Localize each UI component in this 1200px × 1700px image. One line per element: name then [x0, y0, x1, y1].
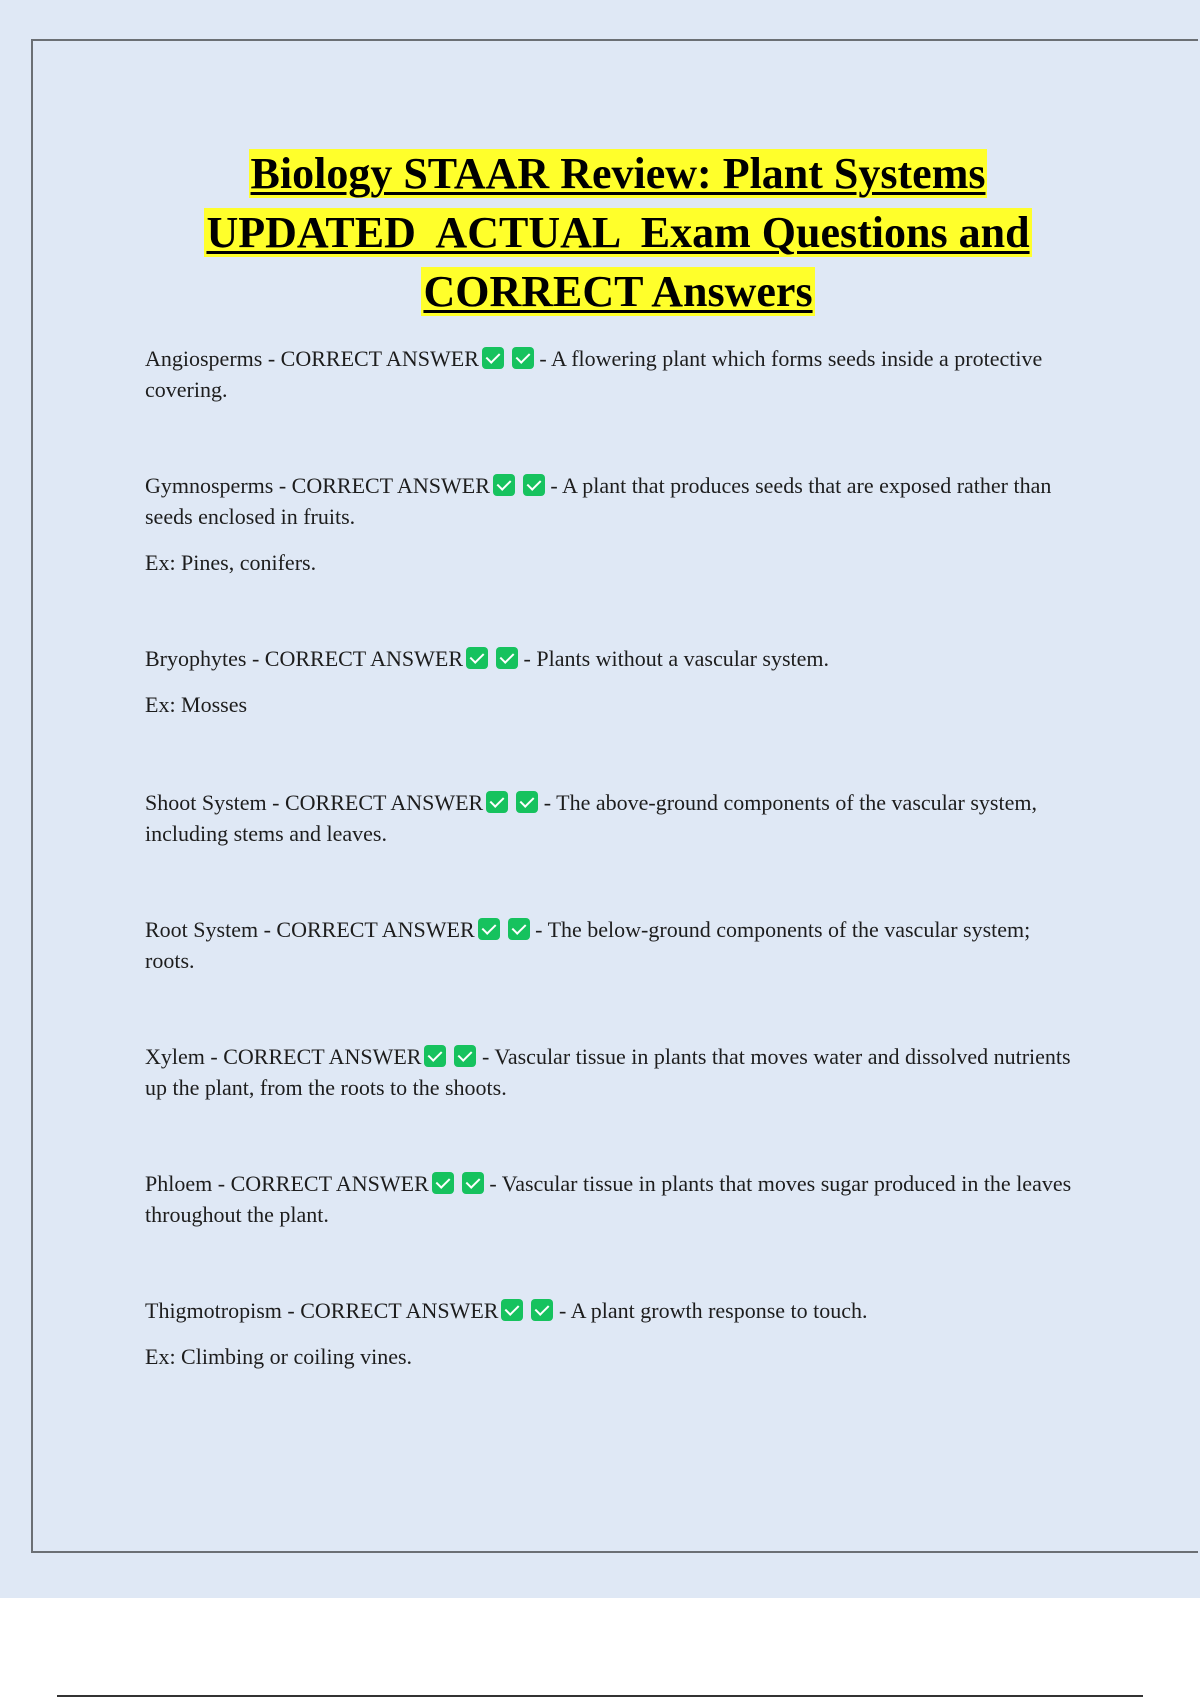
qa-item [145, 643, 1080, 720]
term: Xylem [145, 1044, 205, 1069]
green-checkbox-icon [516, 791, 538, 813]
term: Phloem [145, 1171, 213, 1196]
green-checkbox-icon [531, 1299, 553, 1321]
qa-item [145, 1041, 1080, 1103]
answer-marker: CORRECT ANSWER [276, 917, 475, 942]
green-checkbox-icon [501, 1299, 523, 1321]
term: Angiosperms [145, 346, 263, 371]
qa-item [145, 914, 1080, 976]
title-line-text: CORRECT Answers [423, 267, 813, 316]
document-title [0, 144, 1200, 321]
qa-item [145, 1295, 1080, 1372]
green-checkbox-icon [462, 1172, 484, 1194]
qa-item [145, 343, 1080, 405]
green-checkbox-icon [466, 647, 488, 669]
answer-marker: CORRECT ANSWER [223, 1044, 422, 1069]
green-checkbox-icon [523, 474, 545, 496]
answer-marker: CORRECT ANSWER [300, 1298, 499, 1323]
term: Shoot System [145, 790, 267, 815]
answer-marker: CORRECT ANSWER [264, 646, 464, 671]
qa-item [145, 470, 1080, 578]
definition: Plants without a vascular system. [536, 646, 830, 671]
example-line: Ex: Climbing or coiling vines. [145, 1344, 413, 1369]
qa-definition-line: Phloem - CORRECT ANSWER - Vascular tissue in plants that moves sugar produced in the leaves throughout the plant. [145, 1171, 1072, 1227]
green-checkbox-icon [486, 791, 508, 813]
title-line-text: Biology STAAR Review: Plant Systems [250, 149, 986, 198]
answer-marker: CORRECT ANSWER [284, 790, 484, 815]
answer-marker: CORRECT ANSWER [291, 473, 490, 498]
term: Gymnosperms [145, 473, 274, 498]
title-line [0, 203, 1200, 262]
example-line: Ex: Pines, conifers. [145, 550, 317, 575]
green-checkbox-icon [496, 647, 518, 669]
qa-definition-line: Thigmotropism - CORRECT ANSWER - A plant growth response to touch. [145, 1298, 868, 1323]
qa-definition-line: Root System - CORRECT ANSWER - The below-ground components of the vascular system; roots. [145, 917, 1031, 973]
title-line [0, 262, 1200, 321]
example-line: Ex: Mosses [145, 692, 248, 717]
footer-divider [57, 1695, 1143, 1697]
green-checkbox-icon [482, 347, 504, 369]
definition: A plant growth response to touch. [570, 1298, 868, 1323]
definition: The below-ground components of the vascular system; roots. [145, 917, 1031, 973]
term: Bryophytes [145, 646, 247, 671]
green-checkbox-icon [512, 347, 534, 369]
title-line [0, 144, 1200, 203]
green-checkbox-icon [454, 1045, 476, 1067]
green-checkbox-icon [493, 474, 515, 496]
green-checkbox-icon [478, 918, 500, 940]
definition: The above-ground components of the vascular system, including stems and leaves. [145, 790, 1037, 846]
qa-definition-line: Bryophytes - CORRECT ANSWER - Plants without a vascular system. [145, 646, 830, 671]
green-checkbox-icon [508, 918, 530, 940]
answer-marker: CORRECT ANSWER [230, 1171, 429, 1196]
qa-definition-line: Gymnosperms - CORRECT ANSWER - A plant that produces seeds that are exposed rather than seeds enclosed in fruits. [145, 473, 1052, 529]
qa-definition-line: Angiosperms - CORRECT ANSWER - A flowering plant which forms seeds inside a protective covering. [145, 346, 1043, 402]
answer-marker: CORRECT ANSWER [280, 346, 479, 371]
term: Thigmotropism [145, 1298, 282, 1323]
qa-definition-line: Xylem - CORRECT ANSWER - Vascular tissue in plants that moves water and dissolved nutrients up the plant, from the roots to the shoots. [145, 1044, 1071, 1100]
qa-item [145, 1168, 1080, 1230]
qa-definition-line: Shoot System - CORRECT ANSWER - The above-ground components of the vascular system, including stems and leaves. [145, 790, 1037, 846]
green-checkbox-icon [424, 1045, 446, 1067]
qa-item [145, 787, 1080, 849]
title-line-text: UPDATED ACTUAL Exam Questions and [206, 208, 1030, 257]
green-checkbox-icon [432, 1172, 454, 1194]
term: Root System [145, 917, 259, 942]
definition: Vascular tissue in plants that moves water and dissolved nutrients up the plant, from the roots to the shoots. [145, 1044, 1071, 1100]
definition: A flowering plant which forms seeds inside a protective covering. [145, 346, 1043, 402]
definition: Vascular tissue in plants that moves sugar produced in the leaves throughout the plant. [145, 1171, 1072, 1227]
definition: A plant that produces seeds that are exposed rather than seeds enclosed in fruits. [145, 473, 1052, 529]
